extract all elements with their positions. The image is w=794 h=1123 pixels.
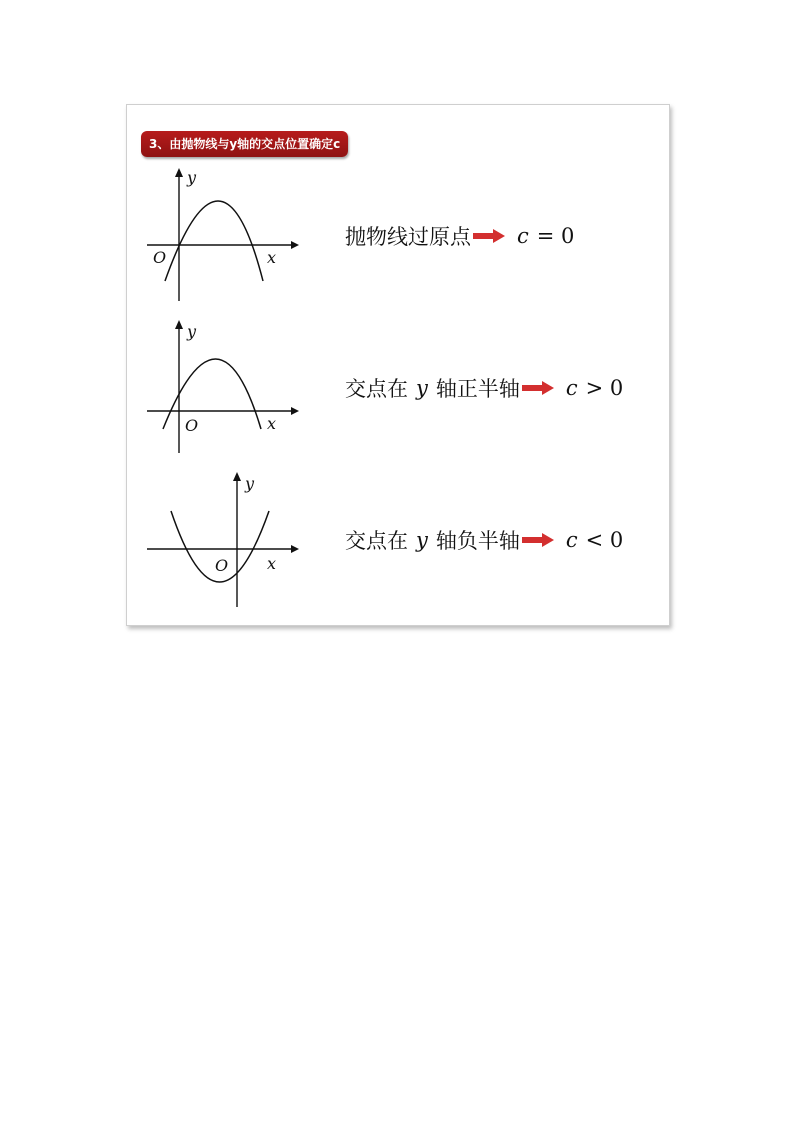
- slide-card: [126, 104, 670, 626]
- relation-value: > 0: [585, 376, 624, 400]
- x-axis-arrow-icon: [291, 545, 299, 553]
- statement-row-origin: [345, 221, 574, 251]
- statement-text-before: 交点在: [345, 529, 408, 553]
- graph-negative-intercept: [141, 469, 301, 611]
- origin-label: O: [153, 248, 167, 267]
- y-axis-label: y: [187, 322, 197, 341]
- right-arrow-icon: [473, 229, 505, 243]
- statement-text-after: 轴负半轴: [435, 529, 520, 553]
- x-axis-label: x: [267, 554, 277, 573]
- y-axis-label: y: [187, 168, 197, 187]
- section-title-badge: 3、由抛物线与y轴的交点位置确定c: [141, 131, 348, 157]
- variable-c: c: [517, 224, 529, 248]
- relation-value: = 0: [536, 224, 575, 248]
- axis-variable-y: y: [416, 376, 428, 400]
- parabola-curve: [163, 359, 261, 429]
- y-axis-arrow-icon: [233, 472, 241, 481]
- right-arrow-icon: [522, 533, 554, 547]
- y-axis-arrow-icon: [175, 320, 183, 329]
- graph-origin: [141, 165, 301, 305]
- axis-variable-y: y: [416, 528, 428, 552]
- statement-row-positive: [345, 373, 623, 403]
- variable-c: c: [565, 528, 578, 552]
- y-axis-label: y: [245, 474, 255, 493]
- statement-row-negative: [345, 525, 623, 555]
- variable-c: c: [565, 376, 578, 400]
- y-axis-arrow-icon: [175, 168, 183, 177]
- statement-text: 抛物线过原点: [345, 225, 471, 249]
- origin-label: O: [185, 416, 199, 435]
- x-axis-arrow-icon: [291, 241, 299, 249]
- x-axis-arrow-icon: [291, 407, 299, 415]
- origin-label: O: [215, 556, 229, 575]
- x-axis-label: x: [267, 248, 277, 267]
- statement-text-before: 交点在: [345, 377, 408, 401]
- relation-value: < 0: [585, 528, 624, 552]
- x-axis-label: x: [267, 414, 277, 433]
- statement-text-after: 轴正半轴: [435, 377, 520, 401]
- right-arrow-icon: [522, 381, 554, 395]
- graph-positive-intercept: [141, 317, 301, 457]
